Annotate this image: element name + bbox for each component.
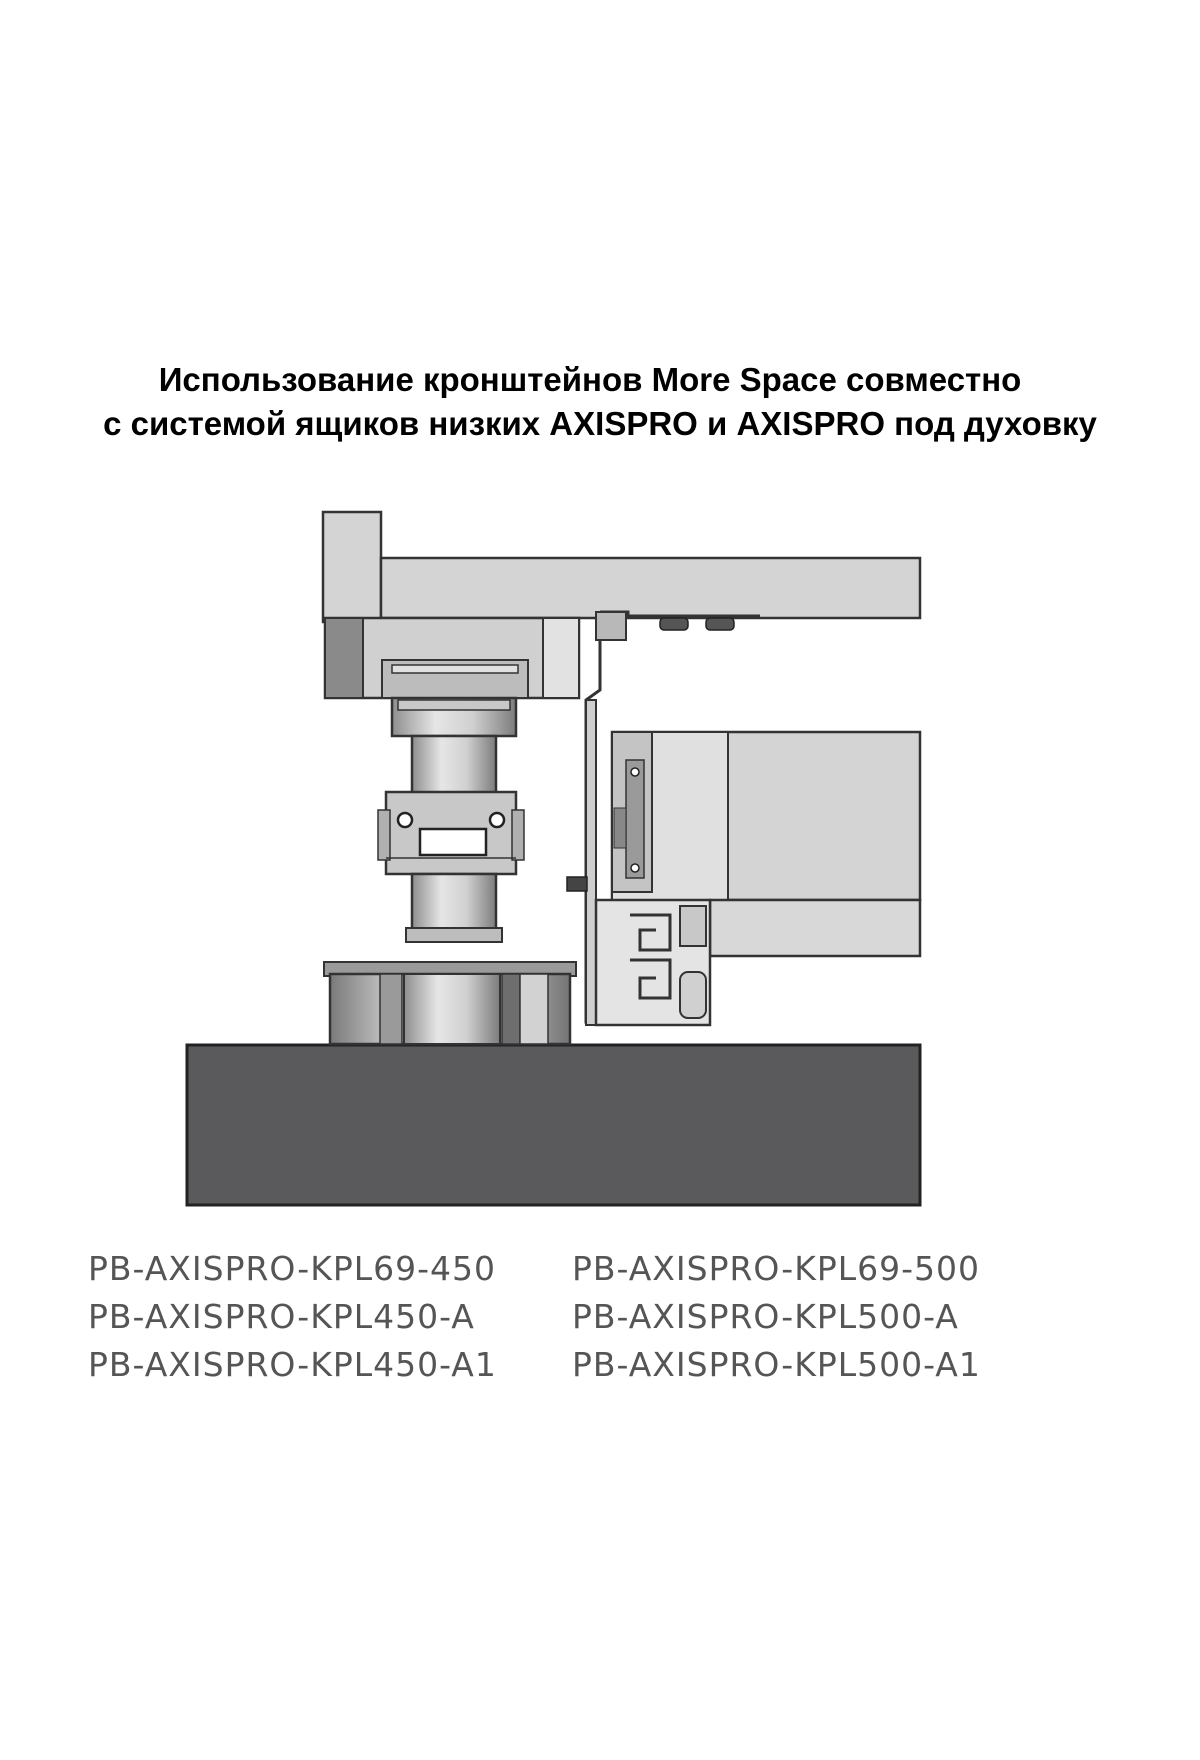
product-codes-right (572, 1245, 981, 1389)
leg-base-center (404, 974, 500, 1044)
bracket-vertical-plate (586, 700, 596, 1025)
leg-clip-slot (420, 829, 486, 855)
drawer-lower-panel (710, 900, 920, 956)
product-code: PB-AXISPRO-KPL69-450 (88, 1249, 497, 1288)
screw-1 (660, 618, 688, 630)
product-code: PB-AXISPRO-KPL500-A (572, 1297, 959, 1336)
leg-mount-cup-top (392, 665, 518, 673)
leg-mount-right-block (543, 618, 579, 698)
bracket-knob (567, 877, 587, 891)
leg-clip-hole-right (490, 813, 504, 827)
title-line-1: Использование кронштейнов More Space совместно (158, 361, 1022, 398)
leg-clip-right-wing (512, 810, 524, 860)
product-code: PB-AXISPRO-KPL500-A1 (572, 1345, 981, 1384)
product-code: PB-AXISPRO-KPL450-A (88, 1297, 475, 1336)
screw-2 (706, 618, 734, 630)
cabinet-bottom-panel (381, 558, 920, 618)
floor-block (187, 1045, 920, 1205)
leg-shaft-ring (406, 928, 502, 942)
leg-collar-ring (398, 700, 510, 710)
leg-shaft-upper (412, 736, 496, 794)
product-code: PB-AXISPRO-KPL69-500 (572, 1249, 981, 1288)
leg-mount-dark-side (325, 618, 363, 698)
product-code: PB-AXISPRO-KPL450-A1 (88, 1345, 497, 1384)
leg-clip-left-wing (378, 810, 390, 860)
cabinet-side-panel (323, 512, 381, 622)
product-codes-left (88, 1245, 497, 1389)
leg-clip-hole-left (398, 813, 412, 827)
title-line-2: с системой ящиков низких AXISPRO и AXISPRO под духовку (103, 405, 1097, 442)
